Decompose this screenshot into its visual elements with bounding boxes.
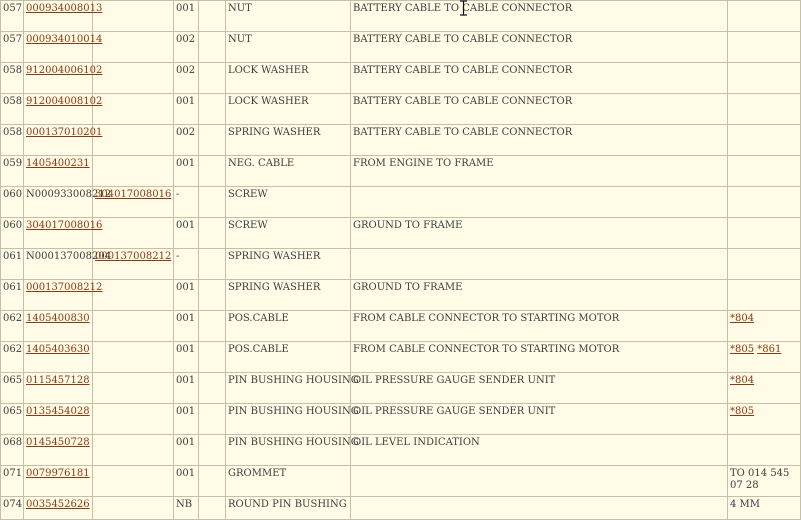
note-text: TO 014 545 07 28 (730, 468, 790, 491)
part-number-cell (24, 218, 103, 249)
part-name-cell: PIN BUSHING HOUSING (226, 404, 351, 435)
part-number-cell (24, 1, 103, 32)
quantity-cell: 002 (174, 32, 199, 63)
part-number-cell (24, 125, 103, 156)
part-name-cell: SPRING WASHER (226, 249, 351, 280)
part-number-text: N000137008204 (26, 251, 112, 262)
blank-cell (199, 218, 226, 249)
part-number-cell (24, 32, 103, 63)
part-number-cell (24, 311, 93, 342)
blank-cell (199, 404, 226, 435)
part-name-cell: NUT (226, 1, 351, 32)
part-name-cell: PIN BUSHING HOUSING (226, 435, 351, 466)
blank-cell (199, 94, 226, 125)
description-cell (351, 249, 728, 280)
table-row (1, 404, 801, 435)
position-cell: 061 (1, 249, 24, 280)
footnote-link[interactable]: *861 (757, 344, 782, 355)
quantity-cell: 001 (174, 373, 199, 404)
replacement-part-cell (93, 466, 174, 497)
part-name-cell: PIN BUSHING HOUSING (226, 373, 351, 404)
notes-cell (728, 435, 801, 466)
table-row (1, 466, 801, 497)
replacement-part-cell (93, 94, 174, 125)
description-cell: OIL LEVEL INDICATION (351, 435, 728, 466)
part-number-link[interactable]: 1405400231 (26, 158, 90, 169)
part-name-cell: SPRING WASHER (226, 280, 351, 311)
quantity-cell: 001 (174, 156, 199, 187)
part-name-cell: POS.CABLE (226, 342, 351, 373)
position-cell: 061 (1, 280, 24, 311)
replacement-part-cell (93, 156, 174, 187)
notes-cell (728, 311, 801, 342)
replacement-part-link[interactable]: 304017008016 (95, 189, 172, 200)
position-cell: 074 (1, 497, 24, 520)
replacement-part-cell (93, 280, 174, 311)
description-cell: BATTERY CABLE TO CABLE CONNECTOR (351, 1, 728, 32)
replacement-part-cell (93, 342, 174, 373)
description-cell (351, 187, 728, 218)
position-cell: 058 (1, 63, 24, 94)
quantity-cell: 001 (174, 466, 199, 497)
footnote-link[interactable]: *804 (730, 313, 755, 324)
part-name-cell: SPRING WASHER (226, 125, 351, 156)
replacement-part-link[interactable]: 000137008212 (95, 251, 172, 262)
replacement-part-cell (93, 32, 174, 63)
quantity-cell: 001 (174, 1, 199, 32)
quantity-cell: 001 (174, 404, 199, 435)
table-row (1, 373, 801, 404)
footnote-link[interactable]: *804 (730, 375, 755, 386)
part-number-link[interactable]: 0115457128 (26, 375, 90, 386)
part-number-cell (24, 466, 93, 497)
table-row (1, 63, 801, 94)
part-number-link[interactable]: 0035452626 (26, 499, 90, 510)
description-cell: GROUND TO FRAME (351, 280, 728, 311)
position-cell: 057 (1, 32, 24, 63)
part-number-cell (24, 373, 93, 404)
position-cell: 062 (1, 342, 24, 373)
notes-cell (728, 218, 801, 249)
position-cell: 065 (1, 373, 24, 404)
blank-cell (199, 156, 226, 187)
notes-cell (728, 156, 801, 187)
replacement-part-cell (93, 249, 174, 280)
notes-cell (728, 32, 801, 63)
replacement-part-cell (93, 311, 174, 342)
blank-cell (199, 435, 226, 466)
description-cell (351, 466, 728, 497)
notes-cell (728, 94, 801, 125)
notes-cell (728, 342, 801, 373)
quantity-cell: - (174, 249, 199, 280)
position-cell: 060 (1, 218, 24, 249)
replacement-part-cell (93, 373, 174, 404)
part-number-cell (24, 342, 93, 373)
part-name-cell: LOCK WASHER (226, 94, 351, 125)
part-number-link[interactable]: 1405400830 (26, 313, 90, 324)
description-cell: BATTERY CABLE TO CABLE CONNECTOR (351, 32, 728, 63)
quantity-cell: 001 (174, 311, 199, 342)
part-name-cell: SCREW (226, 187, 351, 218)
notes-cell (728, 280, 801, 311)
table-row (1, 156, 801, 187)
table-row (1, 218, 801, 249)
replacement-part-cell (93, 435, 174, 466)
part-number-link[interactable]: 0135454028 (26, 406, 90, 417)
blank-cell (199, 187, 226, 218)
replacement-part-cell (93, 218, 174, 249)
notes-cell (728, 125, 801, 156)
position-cell: 062 (1, 311, 24, 342)
replacement-part-cell (93, 404, 174, 435)
notes-cell (728, 63, 801, 94)
description-cell: BATTERY CABLE TO CABLE CONNECTOR (351, 63, 728, 94)
table-row (1, 497, 801, 520)
table-row (1, 311, 801, 342)
quantity-cell: 001 (174, 94, 199, 125)
quantity-cell: 001 (174, 280, 199, 311)
table-row (1, 32, 801, 63)
part-number-link[interactable]: 000934010014 (26, 34, 103, 45)
quantity-cell: 001 (174, 342, 199, 373)
blank-cell (199, 280, 226, 311)
description-cell: BATTERY CABLE TO CABLE CONNECTOR (351, 125, 728, 156)
note-text: 4 MM (730, 499, 761, 510)
part-number-link[interactable]: 912004006102 (26, 65, 103, 76)
description-cell: BATTERY CABLE TO CABLE CONNECTOR (351, 94, 728, 125)
part-number-cell (24, 497, 93, 520)
table-row (1, 249, 801, 280)
part-name-cell: GROMMET (226, 466, 351, 497)
blank-cell (199, 125, 226, 156)
part-number-link[interactable]: 0145450728 (26, 437, 90, 448)
table-row (1, 125, 801, 156)
blank-cell (199, 63, 226, 94)
table-row (1, 435, 801, 466)
part-number-link[interactable]: 912004008102 (26, 96, 103, 107)
replacement-part-cell (93, 497, 174, 520)
table-row (1, 280, 801, 311)
blank-cell (199, 311, 226, 342)
description-cell: GROUND TO FRAME (351, 218, 728, 249)
notes-cell (728, 373, 801, 404)
position-cell: 059 (1, 156, 24, 187)
part-number-cell (24, 94, 103, 125)
notes-cell (728, 249, 801, 280)
description-cell: OIL PRESSURE GAUGE SENDER UNIT (351, 404, 728, 435)
replacement-part-cell (93, 125, 174, 156)
part-number-cell (24, 63, 103, 94)
footnote-link[interactable]: *805 (730, 406, 755, 417)
blank-cell (199, 342, 226, 373)
part-number-cell (24, 187, 112, 218)
part-number-link[interactable]: 304017008016 (26, 220, 103, 231)
notes-cell (728, 1, 801, 32)
footnote-link[interactable]: *805 (730, 344, 755, 355)
position-cell: 068 (1, 435, 24, 466)
notes-cell (728, 187, 801, 218)
part-name-cell: POS.CABLE (226, 311, 351, 342)
quantity-cell: 002 (174, 125, 199, 156)
notes-cell (728, 404, 801, 435)
table-row (1, 342, 801, 373)
quantity-cell: 001 (174, 218, 199, 249)
description-cell: FROM ENGINE TO FRAME (351, 156, 728, 187)
part-number-link[interactable]: 1405403630 (26, 344, 90, 355)
blank-cell (199, 32, 226, 63)
part-number-cell (24, 280, 103, 311)
position-cell: 058 (1, 94, 24, 125)
quantity-cell: NB (174, 497, 199, 520)
part-number-cell (24, 435, 93, 466)
notes-cell (728, 497, 801, 520)
part-number-text: N000933008212 (26, 189, 112, 200)
part-number-link[interactable]: 0079976181 (26, 468, 90, 479)
position-cell: 058 (1, 125, 24, 156)
quantity-cell: 002 (174, 63, 199, 94)
description-cell (351, 497, 728, 520)
blank-cell (199, 249, 226, 280)
part-number-link[interactable]: 000137008212 (26, 282, 103, 293)
quantity-cell: - (174, 187, 199, 218)
position-cell: 060 (1, 187, 24, 218)
notes-cell (728, 466, 801, 497)
replacement-part-cell (93, 187, 174, 218)
part-name-cell: NEG. CABLE (226, 156, 351, 187)
position-cell: 065 (1, 404, 24, 435)
description-cell: FROM CABLE CONNECTOR TO STARTING MOTOR (351, 342, 728, 373)
part-number-cell (24, 156, 93, 187)
part-name-cell: NUT (226, 32, 351, 63)
replacement-part-cell (93, 1, 174, 32)
quantity-cell: 001 (174, 435, 199, 466)
part-number-link[interactable]: 000137010201 (26, 127, 103, 138)
position-cell: 057 (1, 1, 24, 32)
part-name-cell: SCREW (226, 218, 351, 249)
part-number-cell (24, 249, 112, 280)
part-number-link[interactable]: 000934008013 (26, 3, 103, 14)
parts-list-body (1, 1, 801, 520)
table-row (1, 1, 801, 32)
blank-cell (199, 373, 226, 404)
part-number-cell (24, 404, 93, 435)
blank-cell (199, 497, 226, 520)
table-row (1, 94, 801, 125)
part-name-cell: LOCK WASHER (226, 63, 351, 94)
text-cursor-icon (459, 0, 468, 16)
description-cell: FROM CABLE CONNECTOR TO STARTING MOTOR (351, 311, 728, 342)
position-cell: 071 (1, 466, 24, 497)
part-name-cell: ROUND PIN BUSHING (226, 497, 351, 520)
table-row (1, 187, 801, 218)
replacement-part-cell (93, 63, 174, 94)
blank-cell (199, 1, 226, 32)
description-cell: OIL PRESSURE GAUGE SENDER UNIT (351, 373, 728, 404)
blank-cell (199, 466, 226, 497)
